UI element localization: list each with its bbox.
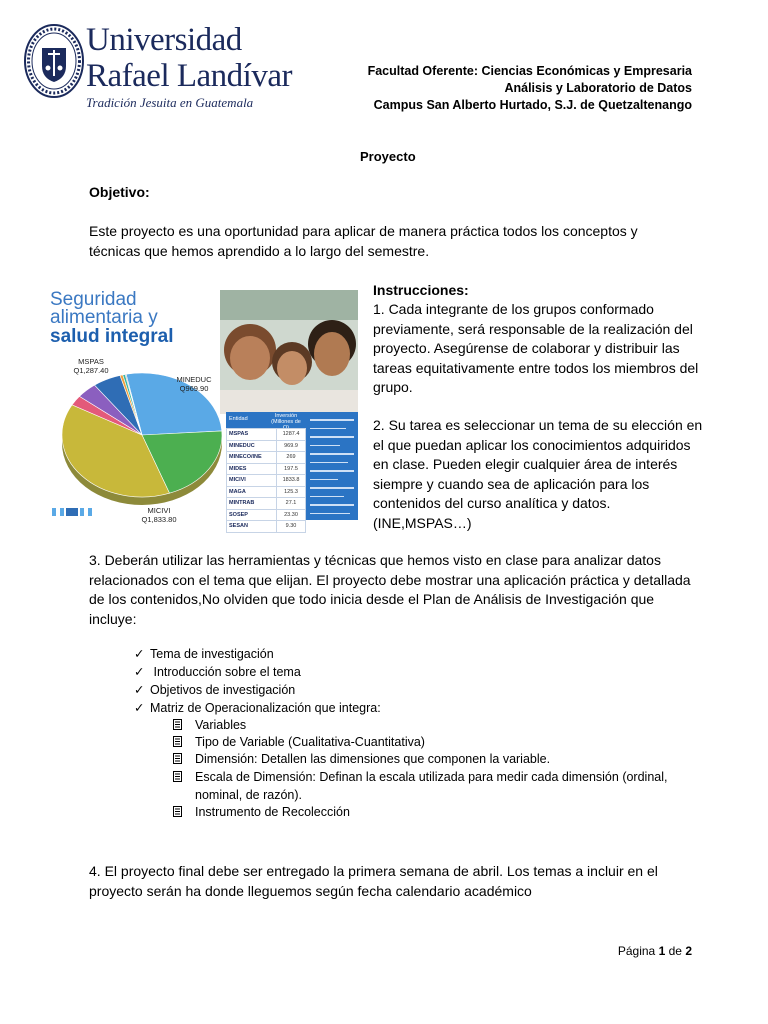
table-cell-entity: MIDES: [227, 463, 277, 475]
table-row: [227, 521, 306, 533]
checkmark-icon: ✓: [134, 683, 145, 697]
table-header-entity: Entidad: [229, 416, 248, 422]
table-cell-value: 23.30: [277, 509, 306, 521]
document-title: Proyecto: [360, 149, 416, 164]
table-cell-value: 9.30: [277, 521, 306, 533]
sub-list-item: Escala de Dimensión: Definan la escala utilizada para medir cada dimensión (ordinal, nominal, de razón).: [173, 769, 693, 805]
file-bullet-icon: [173, 719, 182, 730]
checkmark-icon: ✓: [134, 701, 145, 715]
checkmark-icon: ✓: [134, 647, 145, 661]
table-row: [227, 452, 306, 464]
checklist-item: ✓ Tema de investigación: [134, 647, 274, 661]
header-course: Análisis y Laboratorio de Datos: [504, 81, 692, 95]
table-cell-value: 269: [277, 452, 306, 464]
file-bullet-icon: [173, 736, 182, 747]
table-row: [227, 475, 306, 487]
checkmark-icon: ✓: [134, 665, 145, 679]
infographic-title-line3: salud integral: [50, 326, 174, 347]
pie-label-mineduc: MINEDUC Q969.90: [176, 375, 212, 393]
table-header-investment: Inversión (Millones de: [271, 413, 301, 425]
table-row: [227, 429, 306, 441]
objective-text: Este proyecto es una oportunidad para aplicar de manera práctica todos los conceptos y técnicas que hemos aprendido a lo largo del semestre.: [89, 223, 638, 259]
table-cell-entity: SOSEP: [227, 509, 277, 521]
checklist-item: ✓ Matriz de Operacionalización que integra:: [134, 701, 381, 715]
page-number: Página 1 de 2: [617, 944, 692, 958]
infographic-title-line1: Seguridad: [50, 289, 137, 310]
university-tagline: Tradición Jesuita en Guatemala: [86, 95, 254, 110]
table-cell-value: 969.9: [277, 440, 306, 452]
instruction-1: 1. Cada integrante de los grupos conformado previamente, será responsable de la realización del proyecto. Asegúrense de colaborar y distribuir las tareas equitativamente entre todos los miembros del grupo.: [373, 301, 699, 395]
file-bullet-icon: [173, 806, 182, 817]
university-name-line2: Rafael Landívar: [86, 58, 292, 94]
table-cell-value: 125.3: [277, 486, 306, 498]
table-cell-entity: MSPAS: [227, 429, 277, 441]
bullet-panel: [306, 412, 358, 520]
instruction-4: 4. El proyecto final debe ser entregado la primera semana de abril. Los temas a incluir en el proyecto serán ha donde lleguemos según fecha calendario académico: [89, 863, 658, 899]
objective-label: Objetivo:: [89, 184, 150, 200]
table-cell-value: 27.1: [277, 498, 306, 510]
table-cell-value: 197.5: [277, 463, 306, 475]
header-campus: Campus San Alberto Hurtado, S.J. de Quetzaltenango: [373, 98, 692, 112]
instructions-label: Instrucciones:: [373, 282, 469, 298]
header-faculty: Facultad Oferente: Ciencias Económicas y Empresaria: [367, 64, 692, 78]
checklist-item: ✓ Introducción sobre el tema: [134, 665, 301, 679]
table-row: [227, 498, 306, 510]
table-row: [227, 486, 306, 498]
budget-pie-chart: [44, 290, 220, 524]
table-header: [226, 412, 306, 428]
file-bullet-icon: [173, 753, 182, 764]
table-cell-entity: MINECO/INE: [227, 452, 277, 464]
infographic-image: [44, 289, 358, 530]
flags-icon: [52, 508, 92, 516]
table-cell-value: 1287.4: [277, 429, 306, 441]
table-cell-value: 1833.8: [277, 475, 306, 487]
table-cell-entity: MINEDUC: [227, 440, 277, 452]
university-name-line1: Universidad: [86, 22, 242, 58]
checklist-item: ✓ Objetivos de investigación: [134, 683, 296, 697]
infographic-title-line2: alimentaria y: [50, 307, 158, 328]
table-row: [227, 509, 306, 521]
children-photo: [220, 290, 358, 414]
pie-label-micivi: MICIVI Q1,833.80: [141, 506, 177, 524]
pie-label-mspas: MSPAS Q1,287.40: [73, 357, 109, 375]
table-cell-entity: MAGA: [227, 486, 277, 498]
table-row: [227, 463, 306, 475]
table-cell-entity: MINTRAB: [227, 498, 277, 510]
university-seal-icon: [24, 24, 84, 98]
table-row: [227, 440, 306, 452]
budget-table: [226, 428, 306, 533]
table-cell-entity: SESAN: [227, 521, 277, 533]
instruction-3: 3. Deberán utilizar las herramientas y técnicas que hemos visto en clase para analizar datos relacionados con el tema que elijan. El proyecto debe mostrar una aplicación práctica y detallada de los contenidos,No olviden que todo inicia desde el Plan de Análisis de Investigación que incluye:: [89, 552, 691, 627]
instruction-2: 2. Su tarea es seleccionar un tema de su elección en el que puedan aplicar los conocimientos adquiridos en clase. Pueden elegir cualquier área de interés siempre y cuando sea de aplicación para los contenidos del curso analítica y datos. (INE,MSPAS…): [373, 417, 703, 531]
file-bullet-icon: [173, 771, 182, 782]
table-cell-entity: MICIVI: [227, 475, 277, 487]
